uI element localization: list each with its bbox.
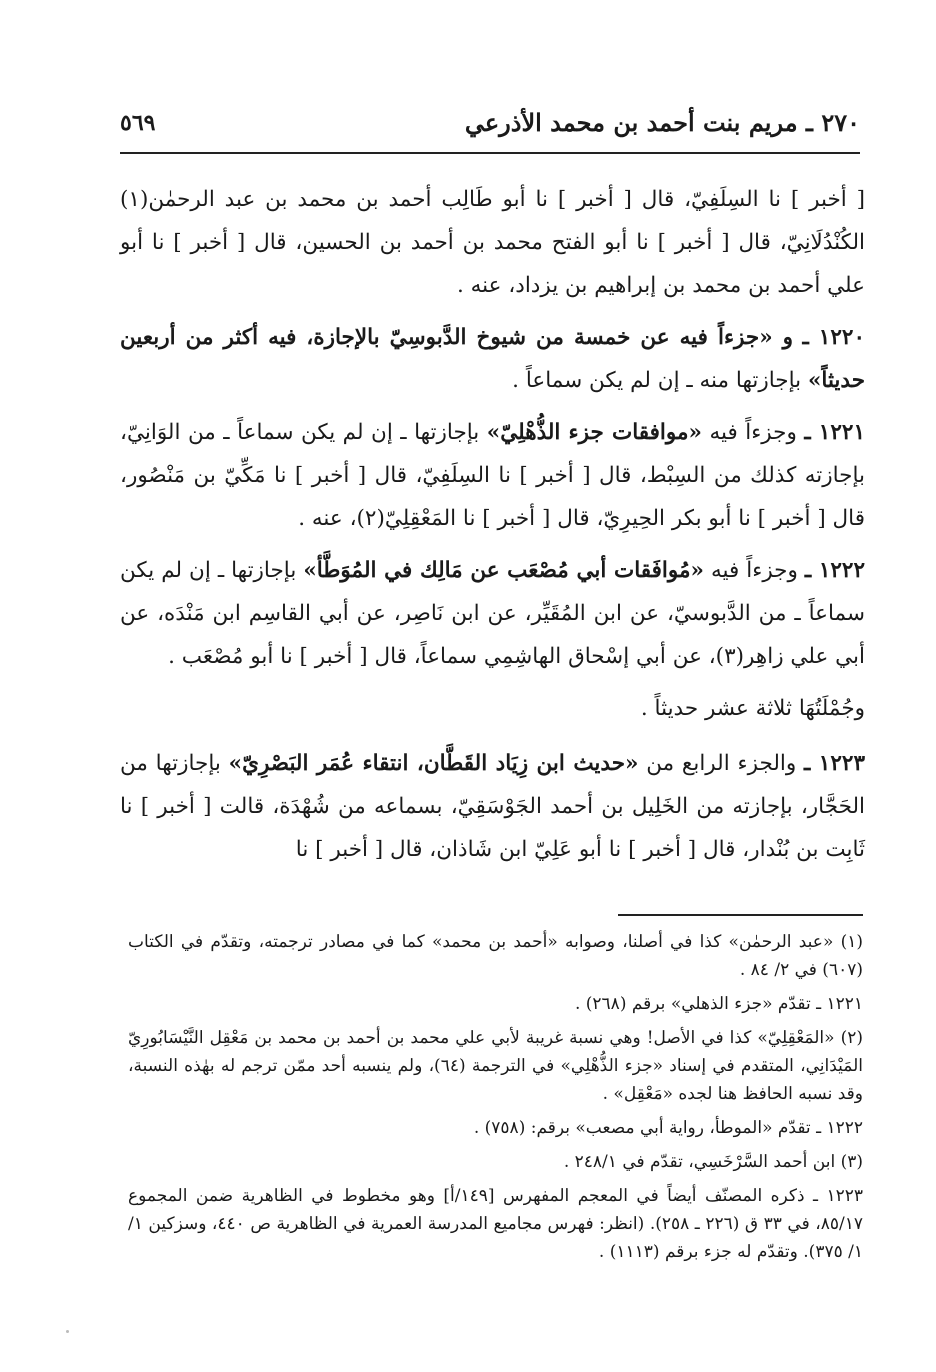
header-rule	[120, 152, 860, 154]
scan-speck	[66, 1330, 69, 1333]
entry-number: ١٢٢٣ ـ	[804, 751, 865, 776]
entry-title: و «جزءاً فيه عن خمسة من شيوخ الدَّبوسِيّ بالإجازة، فيه أكثر من أربعين حديثاً»	[120, 325, 865, 393]
entry-title: «حديث ابن زِيَاد القَطَّان، انتقاء عُمَر البَصْرِيّ»	[228, 751, 639, 776]
main-text	[120, 178, 865, 880]
header-title: ٢٧٠ ـ مريم بنت أحمد بن محمد الأذرعي	[464, 108, 860, 137]
entry-1222	[120, 549, 865, 678]
entry-intro: وجزءاً فيه	[709, 420, 797, 445]
footnote-2: (٢) «المَعْقِلِيّ» كذا في الأصل! وهي نسبة غريبة لأبي علي محمد بن أحمد بن محمد بن مَعْقِل النَّيْسَابُورِيّ المَيْدَانِي، المتقدم في إسناد «جزء الذُّهْلِي» في الترجمة (٦٤)، ولم ينسبه أحد ممّن ترجم له بهٰذه النسبة، وقد نسبه الحافظ هنا لجده «مَعْقِل» .	[128, 1028, 863, 1104]
entry-intro: وجزءاً فيه	[710, 558, 798, 583]
running-header	[120, 108, 860, 148]
entry-1221	[120, 411, 865, 540]
entry-title: «مُوافَقات أبي مُصْعَب عن مَالِك في المُوَطَّأ»	[303, 558, 704, 583]
entry-text: بإجازتها ـ إن لم يكن سماعاً ـ من الوَانِيّ، بإجازته كذلك من السِبْط، قال [ أخبر ] نا السِلَفِيّ، قال [ أخبر ] نا مَكِّيّ بن مَنْصُور، قال [ أخبر ] نا أبو بكر الحِيرِيّ، قال [ أخبر ] نا المَعْقِلِيّ(٢)، عنه .	[120, 420, 865, 531]
entry-number: ١٢٢٠ ـ	[802, 325, 865, 350]
page-number: ٥٦٩	[120, 110, 156, 136]
entry-number: ١٢٢١ ـ	[804, 420, 865, 445]
entry-number: ١٢٢٢ ـ	[804, 558, 866, 583]
entry-title: «موافقات جزء الذُّهْلِيّ»	[486, 420, 702, 445]
footnote-3: (٣) ابن أحمد السَّرْخَسِي، تقدّم في ٢٤٨/١ .	[563, 1152, 863, 1172]
entry-intro: والجزء الرابع من	[646, 751, 797, 776]
note-1223: ١٢٢٣ ـ ذكره المصنّف أيضاً في المعجم المفهرس [١٤٩/أ] وهو مخطوط في الظاهرية ضمن المجموع ٨٥/١٧، في ٣٣ ق (٢٢٦ ـ ٢٥٨). (انظر: فهرس مجاميع المدرسة العمرية في الظاهرية ص ٤٤٠، وسزكين ١/ ١/ ٣٧٥). وتقدّم له جزء برقم (١١١٣) .	[128, 1186, 864, 1262]
entry-text: بإجازتها من الحَجَّار، بإجازته من الخَلِيل بن أحمد الجَوْسَقِيّ، بسماعه من شُهْدَة، قالت [ أخبر ] نا ثَابِت بن بُنْدار، قال [ أخبر ] نا أبو عَلِيّ ابن شَاذان، قال [ أخبر ] نا	[120, 751, 865, 862]
footnote-1: (١) «عبد الرحمٰن» كذا في أصلنا، وصوابه «أحمد بن محمد» كما في مصادر ترجمته، وتقدّم في الكتاب (٦٠٧) في ٢/ ٨٤ .	[128, 932, 863, 980]
entry-1223	[120, 742, 865, 871]
footnote-rule	[618, 914, 863, 916]
note-1221: ١٢٢١ ـ تقدّم «جزء الذهلي» برقم (٢٦٨) .	[574, 994, 863, 1014]
note-1222: ١٢٢٢ ـ تقدّم «الموطأ، رواية أبي مصعب» برقم: (٧٥٨) .	[473, 1118, 863, 1138]
entry-text: بإجازتها ـ إن لم يكن سماعاً ـ من الدَّبوسيّ، عن ابن المُقَيِّر، عن ابن نَاصِر، عن أبي القاسِم ابن مَنْدَه، عن أبي علي زاهِر(٣)، عن أبي إسْحاق الهاشِمِي سماعاً، قال [ أخبر ] نا أبو مُصْعَب .	[120, 558, 865, 669]
footnotes	[128, 928, 863, 1272]
entry-text: بإجازتها منه ـ إن لم يكن سماعاً .	[512, 368, 802, 393]
paragraph-continuation: [ أخبر ] نا السِلَفِيّ، قال [ أخبر ] نا أبو طَالِب أحمد بن محمد بن عبد الرحمٰن(١) الكُنْدُلَانِيّ، قال [ أخبر ] نا أبو الفتح محمد بن أحمد بن الحسين، قال [ أخبر ] نا أبو علي أحمد بن محمد بن إبراهيم بن يزداد، عنه .	[120, 187, 865, 298]
entry-1220	[120, 316, 865, 402]
hadith-count-line: وجُمْلَتُهَا ثلاثة عشر حديثاً .	[640, 696, 865, 721]
